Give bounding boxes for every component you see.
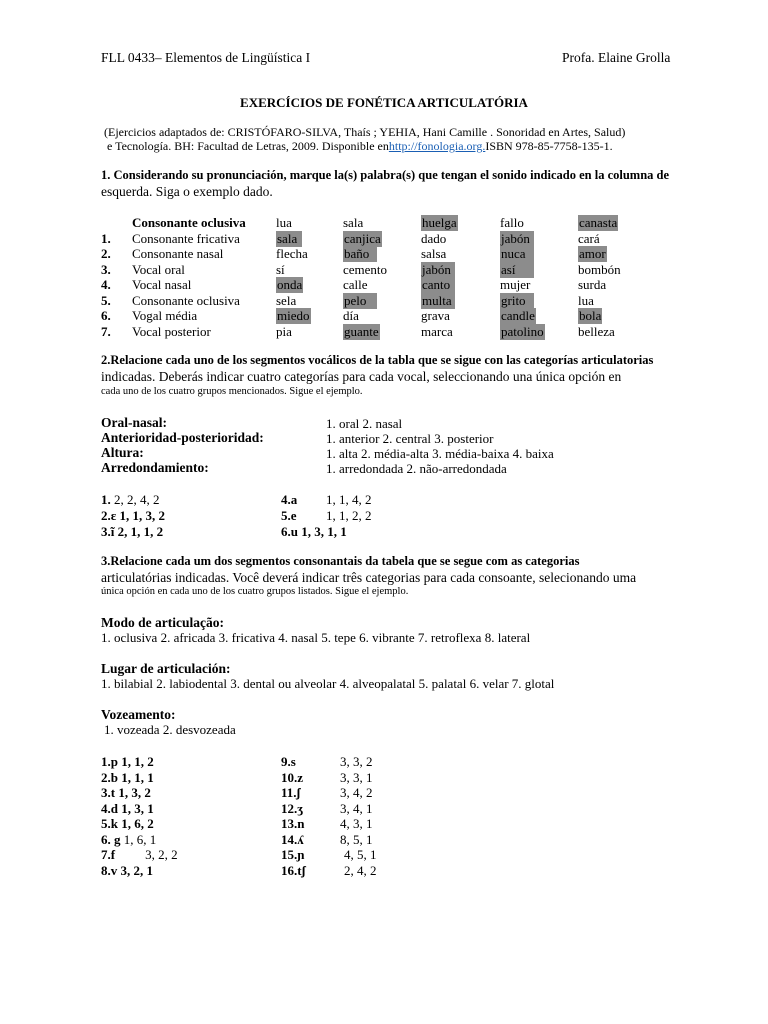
q3-instruction-line-1: 3.Relacione cada um dos segmentos consonantais da tabela que se segue com as categorias — [101, 554, 580, 568]
q3-answer-left: 6. g 1, 6, 1 — [101, 831, 157, 847]
q3-voz-options: 1. vozeada 2. desvozeada — [104, 722, 236, 737]
q1-row-category: Consonante nasal — [132, 246, 224, 261]
q3-answer-right-seg: 11.ʃ — [281, 785, 301, 800]
q3-lugar-title: Lugar de articulación: — [101, 661, 231, 676]
q1-row-category: Vocal nasal — [132, 277, 192, 292]
q3-answer-right-val: 4, 5, 1 — [344, 847, 377, 862]
q3-instruction-line-2: articulatórias indicadas. Você deverá indicar três categorias para cada consoante, selecionando uma — [101, 570, 637, 585]
q2-cat-options-oral-nasal: 1. oral 2. nasal — [326, 416, 403, 431]
q1-row-category: Vocal oral — [132, 261, 185, 277]
q2-answer-2: 2.ɛ 1, 1, 3, 2 — [101, 508, 166, 523]
q1-word-option[interactable]: cemento — [343, 261, 388, 277]
q3-answer-right-val: 8, 5, 1 — [340, 831, 373, 847]
q3-answer-left: 7.f 3, 2, 2 — [101, 847, 178, 862]
q1-row-category: Vogal média — [132, 308, 198, 323]
q2-cat-label-anterioridad: Anterioridad-posterioridad: — [101, 430, 264, 445]
q3-answer-right-val: 3, 4, 2 — [340, 785, 373, 800]
q2-answer-1: 1. 2, 2, 4, 2 — [101, 492, 160, 507]
q1-word-option[interactable]: fallo — [500, 215, 524, 230]
q1-word-option[interactable]: jabón — [421, 262, 455, 278]
q1-word-option[interactable]: pia — [276, 323, 292, 339]
q1-word-option[interactable]: patolino — [501, 323, 544, 339]
page-title: EXERCÍCIOS DE FONÉTICA ARTICULATÓRIA — [240, 95, 528, 110]
q2-cat-options-anterioridad: 1. anterior 2. central 3. posterior — [326, 431, 494, 446]
q1-word-option[interactable]: así — [500, 262, 534, 278]
q1-row-number: 5. — [101, 292, 111, 308]
q3-answer-right-seg: 12.ʒ — [281, 800, 304, 816]
q2-answer-5-val: 1, 1, 2, 2 — [326, 508, 372, 523]
q1-word-option[interactable]: surda — [578, 277, 607, 292]
course-header: FLL 0433– Elementos de Lingüística I — [101, 50, 311, 65]
q3-voz-title: Vozeamento: — [101, 707, 176, 722]
q2-cat-label-altura: Altura: — [101, 445, 144, 460]
q2-answer-4-val: 1, 1, 4, 2 — [326, 492, 372, 507]
q3-instruction-line-3: única opción en cada uno de los cuatro grupos listados. Sigue el ejemplo. — [101, 586, 409, 597]
q1-word-option[interactable]: miedo — [277, 308, 310, 323]
q1-word-option[interactable]: lua — [578, 292, 594, 308]
q1-row-number: 3. — [101, 261, 111, 277]
q3-answer-left: 4.d 1, 3, 1 — [101, 800, 154, 816]
q2-cat-label-oral-nasal: Oral-nasal: — [101, 415, 167, 430]
q1-word-option[interactable]: guante — [344, 323, 379, 339]
q3-modo-options: 1. oclusiva 2. africada 3. fricativa 4. nasal 5. tepe 6. vibrante 7. retroflexa 8. lateral — [101, 630, 531, 645]
q3-answer-right-seg: 9.s — [281, 754, 296, 769]
q1-row-number: 2. — [101, 246, 111, 261]
q3-answer-left: 1.p 1, 1, 2 — [101, 754, 154, 769]
q1-instruction-line-1: 1. Considerando su pronunciación, marque la(s) palabra(s) que tengan el sonido indicado en la columna de — [101, 168, 670, 182]
fonologia-link[interactable]: http://fonologia.org. — [388, 139, 486, 153]
q3-answer-right-seg: 14.ʎ — [281, 831, 304, 847]
q1-row-number: 7. — [101, 323, 111, 339]
q1-word-option[interactable]: pelo — [343, 293, 377, 309]
q2-cat-options-arredondamiento: 1. arredondada 2. não-arredondada — [326, 461, 507, 476]
q1-word-option[interactable]: grito — [500, 293, 534, 309]
q1-row-number: 4. — [101, 277, 111, 292]
q3-modo-title: Modo de articulação: — [101, 615, 224, 630]
q1-word-option[interactable]: canto — [421, 277, 455, 293]
q1-word-option[interactable]: flecha — [276, 246, 308, 261]
q1-word-option[interactable]: lua — [276, 215, 292, 230]
q1-word-option[interactable]: dado — [421, 230, 447, 246]
q2-instruction-line-2: indicadas. Deberás indicar cuatro categorías para cada vocal, seleccionando una única opción en — [101, 369, 622, 384]
q2-answer-5-seg: 5.e — [281, 508, 297, 523]
q1-instruction-line-2: esquerda. Siga o exemplo dado. — [101, 184, 273, 199]
q1-row-category: Consonante fricativa — [132, 230, 240, 246]
q1-word-option[interactable]: mujer — [500, 277, 531, 292]
q1-row-category: Consonante oclusiva — [132, 215, 246, 230]
q1-row-category: Consonante oclusiva — [132, 292, 240, 308]
q1-word-option[interactable]: multa — [421, 293, 455, 309]
q1-word-option[interactable]: jabón — [500, 231, 534, 247]
q1-word-option[interactable]: belleza — [578, 323, 615, 339]
source-line-2: e Tecnología. BH: Facultad de Letras, 2009. Disponible enhttp://fonologia.org.ISBN 978-85-7758-135-1. — [107, 139, 613, 153]
q3-answer-right-seg: 16.tʃ — [281, 862, 306, 878]
q1-word-option[interactable]: canasta — [579, 215, 618, 230]
q2-cat-label-arredondamiento: Arredondamiento: — [101, 460, 209, 475]
q1-word-option[interactable]: marca — [421, 323, 453, 339]
q1-word-option[interactable]: amor — [579, 246, 606, 261]
q3-answer-left: 8.v 3, 2, 1 — [101, 862, 153, 878]
q1-word-option[interactable]: huelga — [422, 215, 457, 230]
q1-word-option[interactable]: candle — [501, 308, 535, 323]
professor-header: Profa. Elaine Grolla — [562, 50, 671, 65]
q3-answer-right-val: 4, 3, 1 — [340, 816, 373, 831]
q2-answer-3: 3.ĩ 2, 1, 1, 2 — [101, 524, 164, 539]
source-line-1: (Ejercicios adaptados de: CRISTÓFARO-SILVA, Thaís ; YEHIA, Hani Camille . Sonoridad en Artes, Salud) — [104, 125, 626, 139]
q1-word-option[interactable]: grava — [421, 308, 450, 323]
q3-answer-right-seg: 15.ɲ — [281, 847, 305, 862]
q1-row-number: 1. — [101, 230, 111, 246]
q1-word-option[interactable]: baño — [343, 246, 377, 262]
q1-word-option[interactable]: canjica — [344, 230, 381, 246]
q2-answer-6: 6.u 1, 3, 1, 1 — [281, 524, 347, 539]
q1-word-option[interactable]: onda — [277, 277, 303, 292]
q1-row-number: 6. — [101, 308, 111, 323]
q1-word-option[interactable]: cará — [578, 230, 600, 246]
q3-answer-right-seg: 10.z — [281, 769, 304, 785]
q3-answer-right-val: 3, 3, 1 — [340, 769, 373, 785]
q1-word-option[interactable]: bombón — [578, 261, 621, 277]
q3-answer-right-val: 3, 4, 1 — [340, 800, 373, 816]
q1-word-option[interactable]: sala — [343, 215, 364, 230]
q3-lugar-options: 1. bilabial 2. labiodental 3. dental ou alveolar 4. alveopalatal 5. palatal 6. velar 7. glotal — [101, 676, 555, 691]
q1-word-option[interactable]: sela — [276, 292, 297, 308]
q1-row-category: Vocal posterior — [132, 323, 211, 339]
q3-answer-right-val: 3, 3, 2 — [340, 754, 373, 769]
q1-word-option[interactable]: calle — [343, 277, 368, 292]
q1-word-option[interactable]: bola — [579, 308, 602, 323]
q1-word-option[interactable]: sí — [276, 261, 285, 277]
q1-word-option[interactable]: salsa — [421, 246, 447, 261]
q2-answer-4-seg: 4.a — [281, 492, 298, 507]
q1-word-option[interactable]: nuca — [500, 246, 534, 262]
q2-instruction-line-1: 2.Relacione cada uno de los segmentos vocálicos de la tabla que se sigue con las categorías articulatorias — [101, 353, 654, 367]
q3-answer-left: 5.k 1, 6, 2 — [101, 816, 154, 831]
q2-cat-options-altura: 1. alta 2. média-alta 3. média-baixa 4. baixa — [326, 446, 554, 461]
q3-answer-right-val: 2, 4, 2 — [344, 862, 377, 878]
q3-answer-left: 3.t 1, 3, 2 — [101, 785, 151, 800]
q1-word-option[interactable]: día — [343, 308, 359, 323]
q1-word-option[interactable]: sala — [276, 231, 302, 247]
q3-answer-right-seg: 13.n — [281, 816, 305, 831]
q2-instruction-line-3: cada uno de los cuatro grupos mencionados. Sigue el ejemplo. — [101, 386, 363, 397]
q3-answer-left: 2.b 1, 1, 1 — [101, 769, 154, 785]
